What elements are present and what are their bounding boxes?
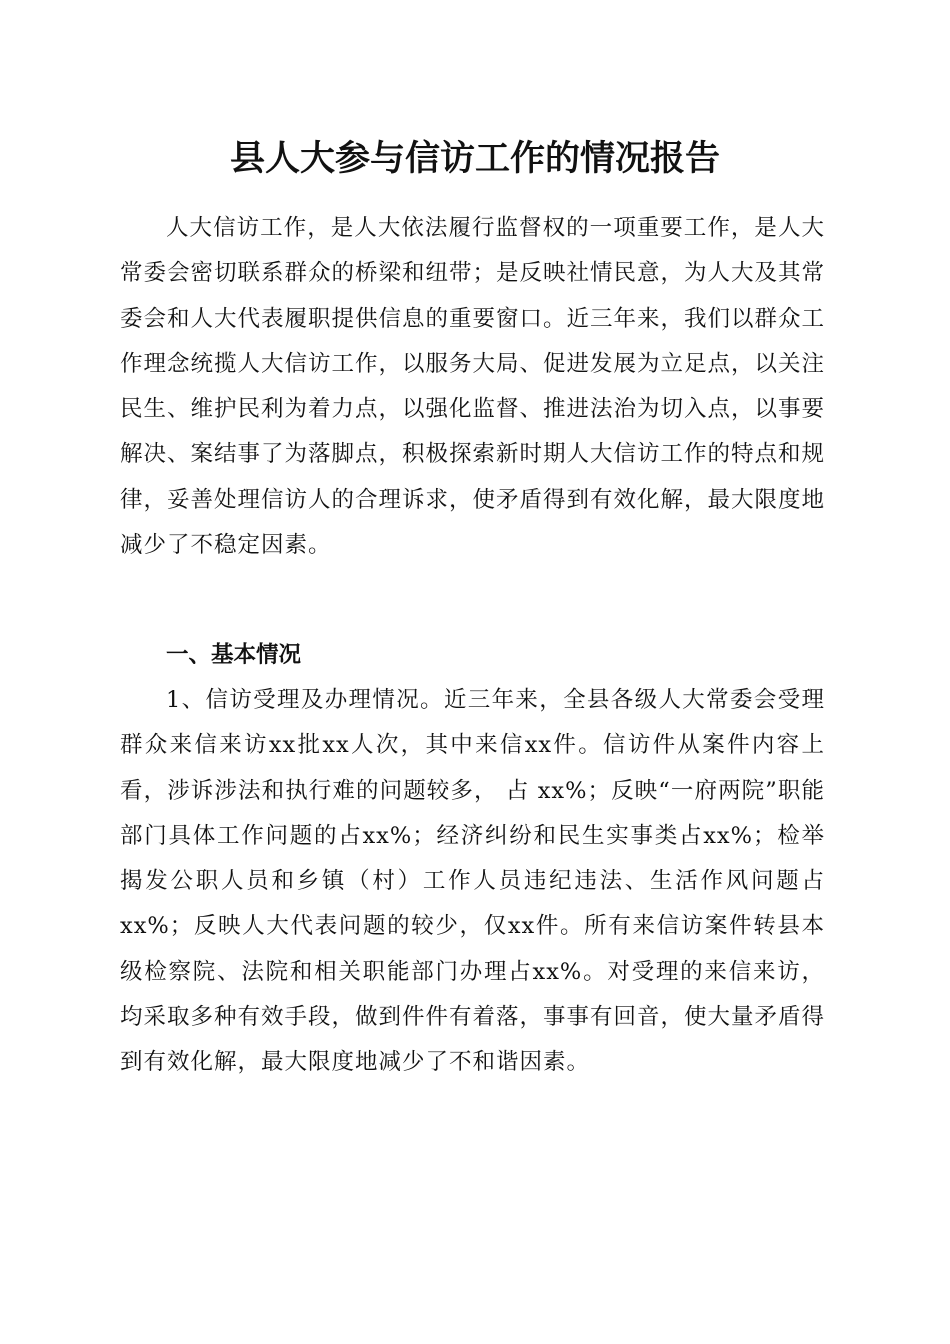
intro-paragraph: 人大信访工作，是人大依法履行监督权的一项重要工作，是人大常委会密切联系群众的桥梁和纽带；是反映社情民意，为人大及其常委会和人大代表履职提供信息的重要窗口。近三年来，我们以群众工作理念统揽人大信访工作，以服务大局、促进发展为立足点，以关注民生、维护民利为着力点，以强化监督、推进法治为切入点，以事要解决、案结事了为落脚点，积极探索新时期人大信访工作的特点和规律，妥善处理信访人的合理诉求，使矛盾得到有效化解，最大限度地减少了不稳定因素。 [120, 215, 826, 559]
section-heading-basic-situation: 一、基本情况 [166, 642, 302, 668]
document-title: 县人大参与信访工作的情况报告 [229, 138, 720, 179]
section-1-paragraph-1: 1、信访受理及办理情况。近三年来，全县各级人大常委会受理群众来信来访xx批xx人次，其中来信xx件。信访件从案件内容上看，涉诉涉法和执行难的问题较多， 占 xx%；反映“一府两院”职能部门具体工作问题的占xx%；经济纠纷和民生实事类占xx%；检举揭发公职人员和乡镇（村）工作人员违纪违法、生活作风问题占xx%；反映人大代表问题的较少，仅xx件。所有来信访案件转县本级检察院、法院和相关职能部门办理占xx%。对受理的来信来访，均采取多种有效手段，做到件件有着落，事事有回音，使大量矛盾得到有效化解，最大限度地减少了不和谐因素。 [120, 687, 826, 1076]
